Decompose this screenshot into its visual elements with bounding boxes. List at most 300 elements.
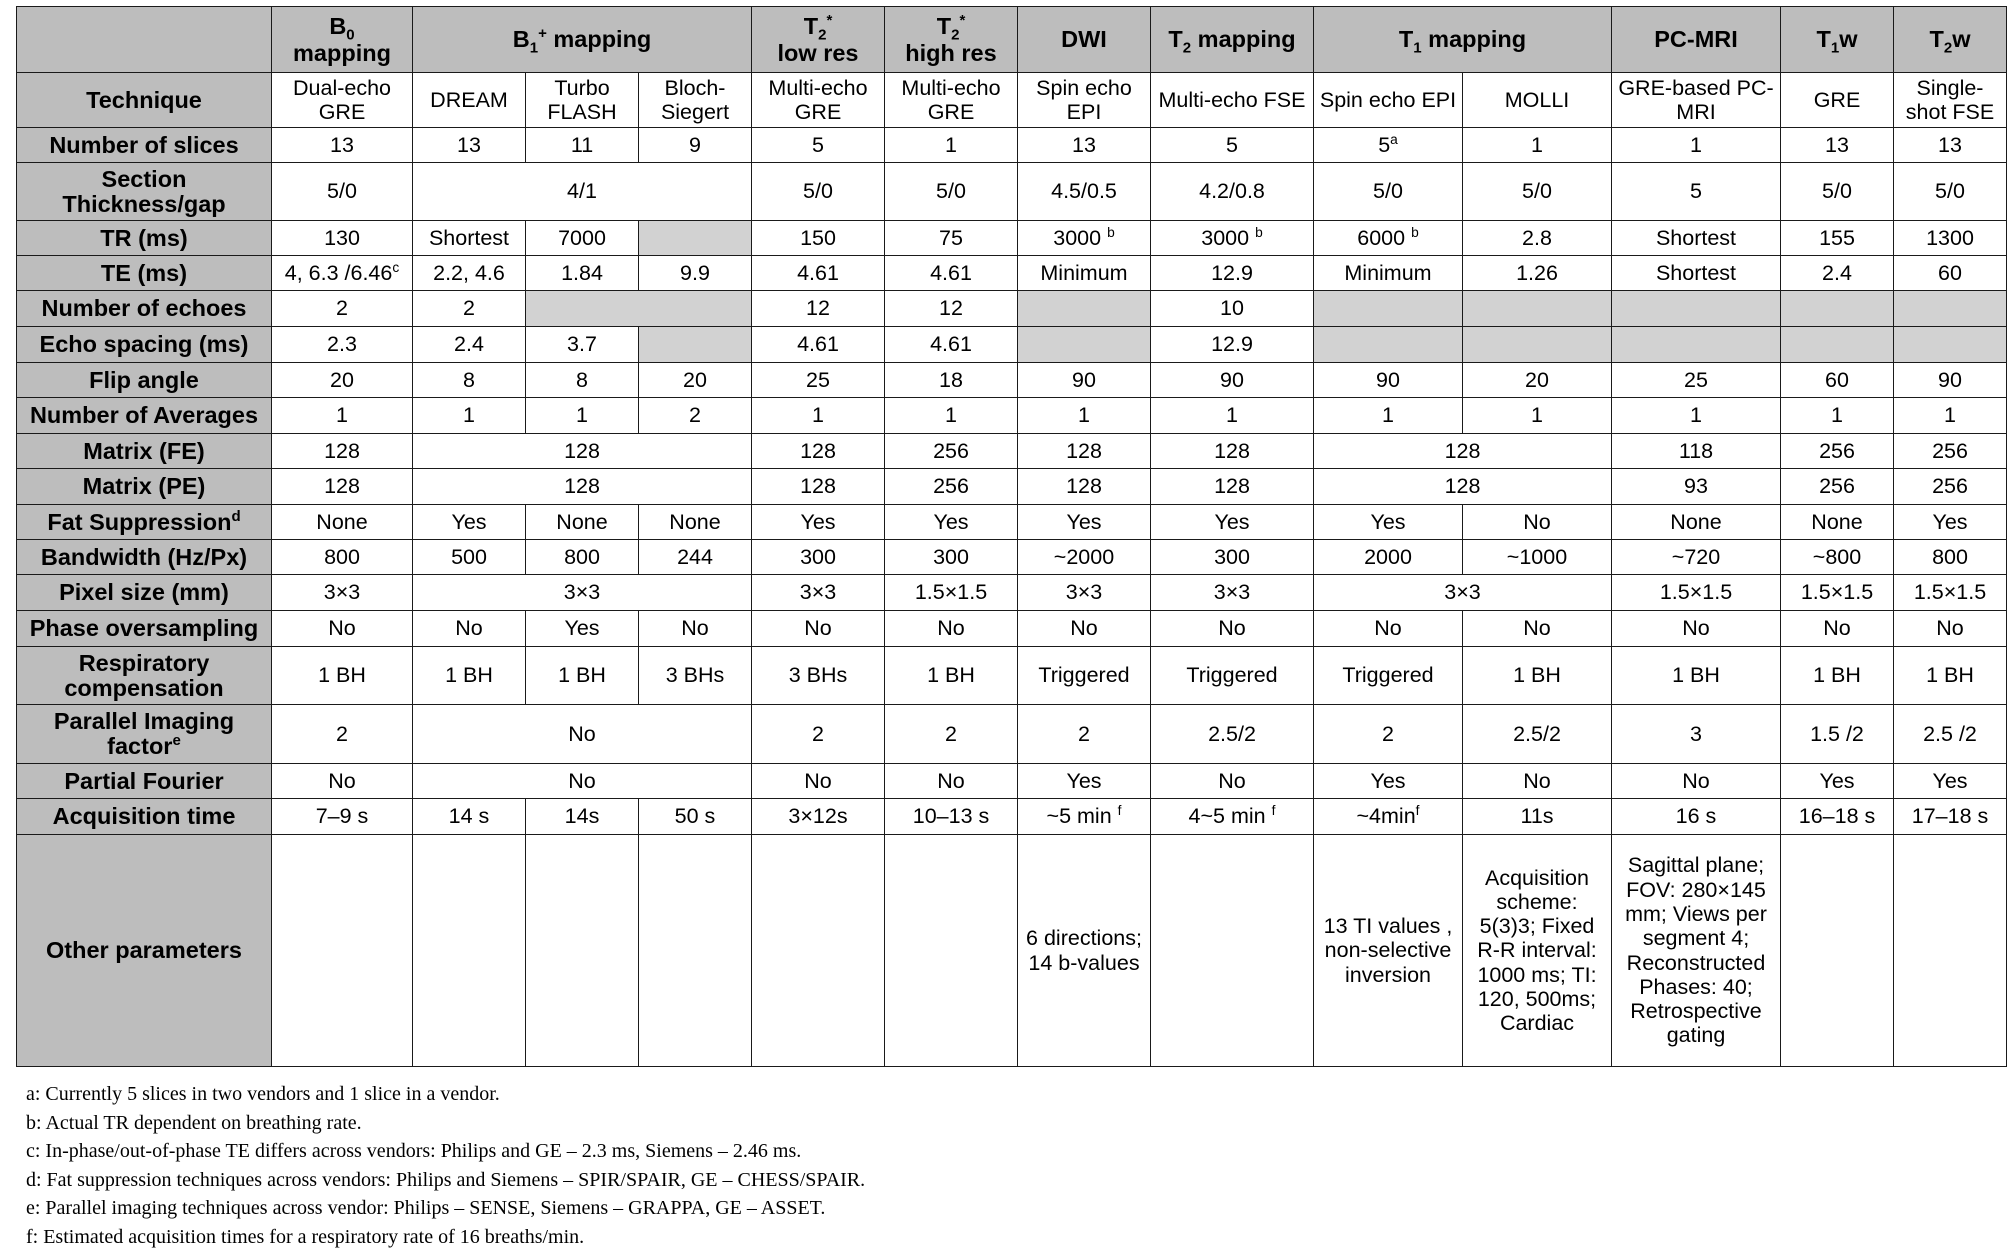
table-cell: None: [1612, 505, 1781, 540]
table-cell: 2.5/2: [1151, 705, 1314, 764]
table-cell: 3×3: [1314, 575, 1612, 611]
col-header-t2star-high-res: $T_2^*$ high res: [885, 7, 1018, 73]
table-cell: 16–18 s: [1781, 799, 1894, 835]
table-cell: 5/0: [1463, 163, 1612, 221]
row-respiratory-compensation: [17, 647, 2007, 705]
row-partial-fourier: [17, 764, 2007, 799]
table-cell: 1: [1018, 398, 1151, 434]
table-cell: No: [1463, 764, 1612, 799]
table-cell: 150: [752, 221, 885, 256]
table-cell: 4.2/0.8: [1151, 163, 1314, 221]
table-cell: 1.5 /2: [1781, 705, 1894, 764]
table-cell: 3.7: [526, 327, 639, 363]
table-cell: Yes: [1314, 505, 1463, 540]
table-cell: 3: [1612, 705, 1781, 764]
table-cell: 5/0: [1781, 163, 1894, 221]
col-header-dwi: DWI: [1018, 7, 1151, 73]
table-cell: 128: [1018, 469, 1151, 505]
footnote-a: a: Currently 5 slices in two vendors and 1 slice in a vendor.: [26, 1083, 500, 1105]
table-cell: 256: [1894, 469, 2007, 505]
table-cell: No: [885, 764, 1018, 799]
row-section-thickness: [17, 163, 2007, 221]
row-acquisition-time: [17, 799, 2007, 835]
table-cell: 11s: [1463, 799, 1612, 835]
table-cell: Yes: [1314, 764, 1463, 799]
row-label: Fat Suppression$^d$: [17, 505, 272, 540]
table-cell: 1.5×1.5: [1894, 575, 2007, 611]
empty-cell: [1463, 327, 1612, 363]
table-cell: 60: [1781, 363, 1894, 398]
footnote-d: d: Fat suppression techniques across vendors: Philips and Siemens – SPIR/SPAIR, GE – CHESS/SPAIR.: [26, 1168, 866, 1191]
table-cell: Yes: [885, 505, 1018, 540]
table-cell: Acquisition scheme: 5(3)3; Fixed R-R interval: 1000 ms; TI: 120, 500ms; Cardiac: [1463, 835, 1612, 1067]
table-cell: 1 BH: [885, 647, 1018, 705]
table-cell: 4.61: [752, 256, 885, 291]
table-cell: 60: [1894, 256, 2007, 291]
table-cell: 5/0: [752, 163, 885, 221]
table-cell: 1: [1781, 398, 1894, 434]
table-cell: Multi-echo FSE: [1151, 73, 1314, 128]
table-cell: Yes: [1151, 505, 1314, 540]
table-cell: No: [272, 764, 413, 799]
empty-cell: [1463, 291, 1612, 327]
row-label: Flip angle: [17, 363, 272, 398]
row-label: Respiratory compensation: [17, 647, 272, 705]
table-cell: 13 TI values , non-selective inversion: [1314, 835, 1463, 1067]
table-cell: No: [752, 764, 885, 799]
table-cell: 3×3: [752, 575, 885, 611]
table-cell: 5: [752, 128, 885, 163]
table-cell: 130: [272, 221, 413, 256]
row-label: TR (ms): [17, 221, 272, 256]
table-cell: 1: [1314, 398, 1463, 434]
table-cell: None: [639, 505, 752, 540]
table-cell: 800: [1894, 540, 2007, 575]
table-cell: No: [1612, 611, 1781, 647]
empty-cell: [639, 221, 752, 256]
col-header-t1-mapping: $T_1$ mapping: [1314, 7, 1612, 73]
col-header-t1w: $T_1w$: [1781, 7, 1894, 73]
table-cell: 2000: [1314, 540, 1463, 575]
table-cell: 1.5×1.5: [885, 575, 1018, 611]
table-cell: Spin echo EPI: [1018, 73, 1151, 128]
table-cell: None: [1781, 505, 1894, 540]
row-echo-spacing: [17, 327, 2007, 363]
table-cell: Dual-echo GRE: [272, 73, 413, 128]
table-cell: 1 BH: [272, 647, 413, 705]
table-cell: 11: [526, 128, 639, 163]
table-cell: No: [272, 611, 413, 647]
table-cell: 2.3: [272, 327, 413, 363]
table-cell: 18: [885, 363, 1018, 398]
empty-cell: [885, 835, 1018, 1067]
empty-cell: [1894, 327, 2007, 363]
row-flip-angle: [17, 363, 2007, 398]
table-cell: 17–18 s: [1894, 799, 2007, 835]
table-cell: 118: [1612, 434, 1781, 469]
col-header-t2star-low-res: $T_2^*$ low res: [752, 7, 885, 73]
table-cell: No: [413, 705, 752, 764]
empty-cell: [1314, 327, 1463, 363]
table-cell: 90: [1894, 363, 2007, 398]
table-cell: 3×12s: [752, 799, 885, 835]
table-cell: 2: [885, 705, 1018, 764]
table-cell: 5/0: [272, 163, 413, 221]
table-cell: 1: [1463, 398, 1612, 434]
table-cell: 2.5/2: [1463, 705, 1612, 764]
table-cell: 800: [272, 540, 413, 575]
table-cell: 25: [1612, 363, 1781, 398]
table-cell: 3000 $^b$: [1018, 221, 1151, 256]
table-cell: 2.2, 4.6: [413, 256, 526, 291]
row-other-parameters: [17, 835, 2007, 1067]
row-label: Pixel size (mm): [17, 575, 272, 611]
table-cell: 244: [639, 540, 752, 575]
table-cell: 25: [752, 363, 885, 398]
footnote-e: e: Parallel imaging techniques across vendor: Philips – SENSE, Siemens – GRAPPA, GE – ASSET.: [26, 1197, 826, 1219]
empty-cell: [1781, 291, 1894, 327]
table-cell: 90: [1018, 363, 1151, 398]
table-cell: 4, 6.3 /6.46$^c$: [272, 256, 413, 291]
table-cell: 128: [752, 434, 885, 469]
table-cell: 256: [1894, 434, 2007, 469]
row-fat-suppression: [17, 505, 2007, 540]
table-cell: Spin echo EPI: [1314, 73, 1463, 128]
row-label: Matrix (FE): [17, 434, 272, 469]
table-cell: 300: [885, 540, 1018, 575]
table-cell: Yes: [1018, 505, 1151, 540]
table-cell: 1.84: [526, 256, 639, 291]
table-cell: Sagittal plane; FOV: 280×145 mm; Views per segment 4; Reconstructed Phases: 40; Retrospective gating: [1612, 835, 1781, 1067]
table-cell: 13: [1781, 128, 1894, 163]
table-cell: 90: [1151, 363, 1314, 398]
table-cell: 1: [885, 398, 1018, 434]
table-cell: 3 BHs: [639, 647, 752, 705]
table-cell: 13: [272, 128, 413, 163]
table-cell: Shortest: [1612, 256, 1781, 291]
table-cell: 256: [1781, 434, 1894, 469]
table-cell: Multi-echo GRE: [752, 73, 885, 128]
col-header-b0-mapping: $B_0$ mapping: [272, 7, 413, 73]
footnote-c: c: In-phase/out-of-phase TE differs across vendors: Philips and GE – 2.3 ms, Siemens – 2.46 ms.: [26, 1140, 802, 1162]
table-cell: No: [1018, 611, 1151, 647]
table-cell: 300: [752, 540, 885, 575]
table-cell: 1: [1151, 398, 1314, 434]
row-label: Section Thickness/gap: [17, 163, 272, 221]
table-cell: 1 BH: [413, 647, 526, 705]
table-cell: 128: [413, 469, 752, 505]
table-cell: 13: [1894, 128, 2007, 163]
table-cell: 20: [272, 363, 413, 398]
table-cell: Yes: [413, 505, 526, 540]
table-cell: 75: [885, 221, 1018, 256]
table-cell: 4/1: [413, 163, 752, 221]
table-cell: No: [413, 611, 526, 647]
table-cell: DREAM: [413, 73, 526, 128]
table-cell: Triggered: [1151, 647, 1314, 705]
table-cell: Minimum: [1018, 256, 1151, 291]
table-cell: 1 BH: [1612, 647, 1781, 705]
table-cell: 6000 $^b$: [1314, 221, 1463, 256]
table-cell: 12: [885, 291, 1018, 327]
row-tr: [17, 221, 2007, 256]
footnote-f: f: Estimated acquisition times for a respiratory rate of 16 breaths/min.: [26, 1225, 585, 1248]
table-cell: ~1000: [1463, 540, 1612, 575]
row-label: Number of echoes: [17, 291, 272, 327]
table-cell: 4.61: [885, 327, 1018, 363]
row-label: Number of slices: [17, 128, 272, 163]
table-cell: 3×3: [413, 575, 752, 611]
table-cell: 8: [526, 363, 639, 398]
table-cell: 2: [752, 705, 885, 764]
table-cell: 12.9: [1151, 327, 1314, 363]
row-number-of-echoes: [17, 291, 2007, 327]
table-cell: Turbo FLASH: [526, 73, 639, 128]
table-cell: 50 s: [639, 799, 752, 835]
row-label: Technique: [17, 73, 272, 128]
table-cell: 2: [1018, 705, 1151, 764]
table-cell: 2.5 /2: [1894, 705, 2007, 764]
row-pixel-size: [17, 575, 2007, 611]
table-cell: 6 directions; 14 b-values: [1018, 835, 1151, 1067]
table-cell: 12: [752, 291, 885, 327]
empty-cell: [413, 835, 526, 1067]
table-cell: 1: [1612, 398, 1781, 434]
empty-cell: [526, 835, 639, 1067]
table-cell: Yes: [1018, 764, 1151, 799]
table-cell: 256: [885, 434, 1018, 469]
table-cell: 128: [1314, 469, 1612, 505]
table-cell: 1: [272, 398, 413, 434]
row-bandwidth: [17, 540, 2007, 575]
table-cell: MOLLI: [1463, 73, 1612, 128]
row-technique: [17, 73, 2007, 128]
row-number-of-averages: [17, 398, 2007, 434]
table-cell: GRE: [1781, 73, 1894, 128]
table-cell: 1.5×1.5: [1781, 575, 1894, 611]
table-cell: No: [885, 611, 1018, 647]
table-cell: 13: [1018, 128, 1151, 163]
empty-cell: [1018, 291, 1151, 327]
table-cell: Triggered: [1018, 647, 1151, 705]
empty-cell: [1894, 291, 2007, 327]
table-cell: 1: [752, 398, 885, 434]
table-cell: 5: [1151, 128, 1314, 163]
table-cell: No: [1781, 611, 1894, 647]
row-phase-oversampling: [17, 611, 2007, 647]
empty-cell: [1151, 835, 1314, 1067]
table-cell: No: [639, 611, 752, 647]
table-cell: 90: [1314, 363, 1463, 398]
footnotes: [26, 1080, 865, 1251]
table-cell: 9.9: [639, 256, 752, 291]
table-cell: 3×3: [272, 575, 413, 611]
row-label: Number of Averages: [17, 398, 272, 434]
row-label: TE (ms): [17, 256, 272, 291]
table-cell: 2.4: [1781, 256, 1894, 291]
table-cell: No: [1612, 764, 1781, 799]
table-cell: 7000: [526, 221, 639, 256]
table-cell: 300: [1151, 540, 1314, 575]
table-cell: 155: [1781, 221, 1894, 256]
table-cell: 1: [885, 128, 1018, 163]
table-cell: Yes: [752, 505, 885, 540]
corner-cell: [17, 7, 272, 73]
table-cell: 1: [413, 398, 526, 434]
table-cell: 14s: [526, 799, 639, 835]
row-label: Other parameters: [17, 835, 272, 1067]
table-cell: 1: [1612, 128, 1781, 163]
table-cell: 16 s: [1612, 799, 1781, 835]
table-cell: 10: [1151, 291, 1314, 327]
table-cell: 2.8: [1463, 221, 1612, 256]
table-cell: 3000 $^b$: [1151, 221, 1314, 256]
table-cell: No: [1463, 505, 1612, 540]
table-cell: Minimum: [1314, 256, 1463, 291]
row-parallel-imaging: [17, 705, 2007, 764]
row-matrix-pe: [17, 469, 2007, 505]
table-cell: 4.5/0.5: [1018, 163, 1151, 221]
table-cell: 5/0: [885, 163, 1018, 221]
col-header-t2-mapping: $T_2$ mapping: [1151, 7, 1314, 73]
table-cell: 4.61: [752, 327, 885, 363]
table-cell: 1 BH: [1894, 647, 2007, 705]
table-cell: Yes: [1781, 764, 1894, 799]
table-cell: 5$^a$: [1314, 128, 1463, 163]
table-cell: 3×3: [1151, 575, 1314, 611]
footnote-b: b: Actual TR dependent on breathing rate.: [26, 1111, 362, 1134]
empty-cell: [1314, 291, 1463, 327]
empty-cell: [272, 835, 413, 1067]
empty-cell: [1612, 291, 1781, 327]
table-cell: 1300: [1894, 221, 2007, 256]
row-label: Acquisition time: [17, 799, 272, 835]
col-header-b1-mapping: $B_1^+$ mapping: [413, 7, 752, 73]
table-cell: 2.4: [413, 327, 526, 363]
table-cell: No: [413, 764, 752, 799]
table-cell: 5/0: [1894, 163, 2007, 221]
row-matrix-fe: [17, 434, 2007, 469]
table-cell: 7–9 s: [272, 799, 413, 835]
table-cell: 2: [272, 705, 413, 764]
table-cell: 1: [1894, 398, 2007, 434]
row-te: [17, 256, 2007, 291]
table-cell: 2: [1314, 705, 1463, 764]
table-cell: 128: [752, 469, 885, 505]
row-label: Matrix (PE): [17, 469, 272, 505]
table-cell: No: [1894, 611, 2007, 647]
table-cell: 2: [639, 398, 752, 434]
table-cell: 1 BH: [526, 647, 639, 705]
table-cell: 20: [1463, 363, 1612, 398]
table-cell: GRE-based PC-MRI: [1612, 73, 1781, 128]
table-cell: 20: [639, 363, 752, 398]
table-cell: 13: [413, 128, 526, 163]
table-cell: Yes: [1894, 764, 2007, 799]
table-cell: $\sim 4\min^f$: [1314, 799, 1463, 835]
table-cell: Yes: [1894, 505, 2007, 540]
table-cell: 500: [413, 540, 526, 575]
table-cell: 128: [272, 434, 413, 469]
row-number-of-slices: [17, 128, 2007, 163]
empty-cell: [639, 835, 752, 1067]
table-cell: 128: [1018, 434, 1151, 469]
table-cell: 128: [1151, 434, 1314, 469]
table-cell: No: [1463, 611, 1612, 647]
table-cell: 128: [1151, 469, 1314, 505]
row-label: Phase oversampling: [17, 611, 272, 647]
empty-cell: [1894, 835, 2007, 1067]
table-cell: 9: [639, 128, 752, 163]
table-cell: Yes: [526, 611, 639, 647]
table-cell: 4~5 min $^f$: [1151, 799, 1314, 835]
table-cell: 93: [1612, 469, 1781, 505]
table-cell: 3 BHs: [752, 647, 885, 705]
table-cell: 1.5×1.5: [1612, 575, 1781, 611]
table-cell: 256: [885, 469, 1018, 505]
protocol-table: [16, 6, 2007, 1067]
table-cell: No: [1314, 611, 1463, 647]
table-cell: 8: [413, 363, 526, 398]
table-cell: 1: [1463, 128, 1612, 163]
empty-cell: [526, 291, 752, 327]
table-cell: ~800: [1781, 540, 1894, 575]
table-cell: Single-shot FSE: [1894, 73, 2007, 128]
table-cell: 128: [272, 469, 413, 505]
table-cell: 10–13 s: [885, 799, 1018, 835]
table-cell: No: [1151, 764, 1314, 799]
table-cell: 12.9: [1151, 256, 1314, 291]
table-cell: 4.61: [885, 256, 1018, 291]
table-cell: Bloch-Siegert: [639, 73, 752, 128]
table-cell: Shortest: [1612, 221, 1781, 256]
empty-cell: [1612, 327, 1781, 363]
row-label: Bandwidth (Hz/Px): [17, 540, 272, 575]
table-cell: Multi-echo GRE: [885, 73, 1018, 128]
table-cell: ~5 min $^f$: [1018, 799, 1151, 835]
table-cell: 128: [1314, 434, 1612, 469]
table-cell: 800: [526, 540, 639, 575]
table-cell: 3×3: [1018, 575, 1151, 611]
table-cell: ~2000: [1018, 540, 1151, 575]
row-label: Parallel Imaging factor$^e$: [17, 705, 272, 764]
table-cell: 2: [272, 291, 413, 327]
row-label: Echo spacing (ms): [17, 327, 272, 363]
table-cell: 1.26: [1463, 256, 1612, 291]
table-cell: 1 BH: [1463, 647, 1612, 705]
table-cell: None: [526, 505, 639, 540]
table-cell: 5/0: [1314, 163, 1463, 221]
table-cell: Triggered: [1314, 647, 1463, 705]
table-cell: 128: [413, 434, 752, 469]
table-cell: 1: [526, 398, 639, 434]
table-cell: 1 BH: [1781, 647, 1894, 705]
table-cell: None: [272, 505, 413, 540]
table-cell: 256: [1781, 469, 1894, 505]
table-cell: No: [1151, 611, 1314, 647]
table-cell: No: [752, 611, 885, 647]
empty-cell: [1018, 327, 1151, 363]
empty-cell: [1781, 835, 1894, 1067]
table-cell: 14 s: [413, 799, 526, 835]
empty-cell: [1781, 327, 1894, 363]
table-cell: 5: [1612, 163, 1781, 221]
table-cell: Shortest: [413, 221, 526, 256]
col-header-pc-mri: PC-MRI: [1612, 7, 1781, 73]
table-cell: ~720: [1612, 540, 1781, 575]
empty-cell: [639, 327, 752, 363]
header-row: [17, 7, 2007, 73]
